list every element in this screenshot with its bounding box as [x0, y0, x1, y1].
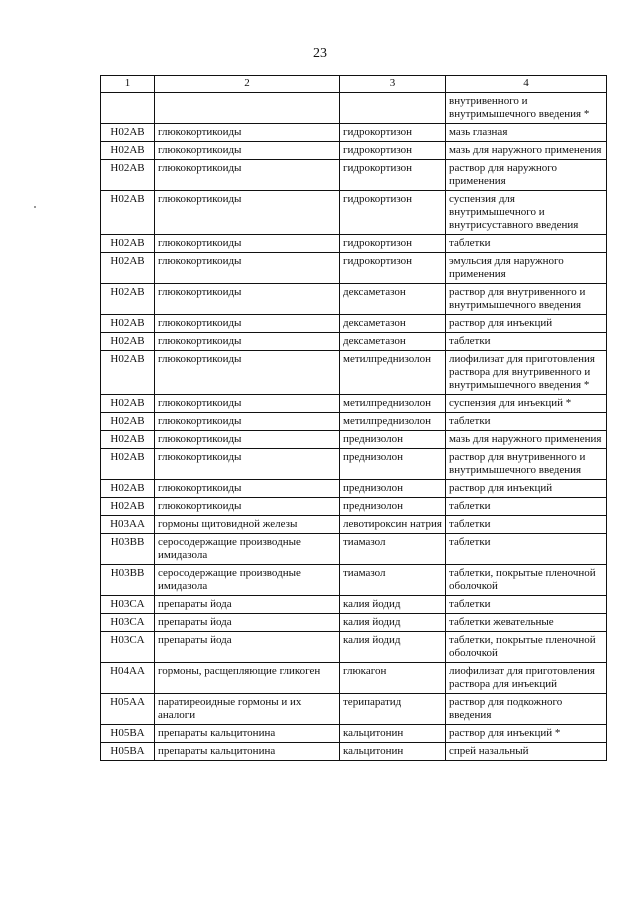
form-cell: таблетки	[446, 516, 607, 534]
form-cell: таблетки	[446, 413, 607, 431]
group-cell	[155, 93, 340, 124]
form-cell: раствор для инъекций	[446, 480, 607, 498]
form-cell: суспензия для внутримышечного и внутрисуставного введения	[446, 191, 607, 235]
drug-cell: тиамазол	[340, 565, 446, 596]
group-cell: глюкокортикоиды	[155, 480, 340, 498]
code-cell: H02AB	[101, 498, 155, 516]
drug-cell: калия йодид	[340, 632, 446, 663]
table-row	[101, 235, 607, 253]
table-row	[101, 614, 607, 632]
form-cell: раствор для инъекций	[446, 315, 607, 333]
table-row	[101, 395, 607, 413]
drug-cell: дексаметазон	[340, 315, 446, 333]
group-cell: глюкокортикоиды	[155, 333, 340, 351]
group-cell: глюкокортикоиды	[155, 142, 340, 160]
group-cell: препараты йода	[155, 596, 340, 614]
table-row	[101, 449, 607, 480]
table-row	[101, 124, 607, 142]
column-header: 3	[340, 76, 446, 93]
group-cell: глюкокортикоиды	[155, 395, 340, 413]
code-cell: H02AB	[101, 413, 155, 431]
drug-table	[100, 75, 607, 761]
form-cell: таблетки	[446, 498, 607, 516]
table-row	[101, 516, 607, 534]
group-cell: глюкокортикоиды	[155, 315, 340, 333]
drug-cell: калия йодид	[340, 614, 446, 632]
drug-cell: дексаметазон	[340, 333, 446, 351]
page-number: 23	[313, 46, 327, 61]
code-cell: H02AB	[101, 253, 155, 284]
group-cell: глюкокортикоиды	[155, 235, 340, 253]
drug-cell: гидрокортизон	[340, 235, 446, 253]
code-cell: H02AB	[101, 284, 155, 315]
form-cell: мазь для наружного применения	[446, 431, 607, 449]
group-cell: глюкокортикоиды	[155, 191, 340, 235]
form-cell: лиофилизат для приготовления раствора для инъекций	[446, 663, 607, 694]
group-cell: глюкокортикоиды	[155, 124, 340, 142]
group-cell: глюкокортикоиды	[155, 253, 340, 284]
group-cell: глюкокортикоиды	[155, 431, 340, 449]
drug-cell: тиамазол	[340, 534, 446, 565]
table-row	[101, 333, 607, 351]
group-cell: глюкокортикоиды	[155, 351, 340, 395]
form-cell: таблетки	[446, 333, 607, 351]
table-row	[101, 694, 607, 725]
form-cell: таблетки, покрытые пленочной оболочкой	[446, 632, 607, 663]
drug-cell: преднизолон	[340, 498, 446, 516]
code-cell: H02AB	[101, 395, 155, 413]
drug-cell: терипаратид	[340, 694, 446, 725]
group-cell: серосодержащие производные имидазола	[155, 534, 340, 565]
table-row	[101, 253, 607, 284]
drug-cell: гидрокортизон	[340, 191, 446, 235]
table-row	[101, 596, 607, 614]
table-row	[101, 191, 607, 235]
form-cell: таблетки	[446, 235, 607, 253]
column-header: 1	[101, 76, 155, 93]
group-cell: глюкокортикоиды	[155, 160, 340, 191]
drug-cell: преднизолон	[340, 449, 446, 480]
table-row	[101, 743, 607, 761]
code-cell: H03CA	[101, 596, 155, 614]
group-cell: препараты йода	[155, 632, 340, 663]
code-cell: H03AA	[101, 516, 155, 534]
table-row	[101, 160, 607, 191]
drug-cell: глюкагон	[340, 663, 446, 694]
drug-cell: дексаметазон	[340, 284, 446, 315]
code-cell: H02AB	[101, 315, 155, 333]
form-cell: раствор для инъекций *	[446, 725, 607, 743]
table-header-row	[101, 76, 607, 93]
group-cell: паратиреоидные гормоны и их аналоги	[155, 694, 340, 725]
code-cell: H02AB	[101, 235, 155, 253]
table-row	[101, 413, 607, 431]
code-cell: H05BA	[101, 743, 155, 761]
drug-cell: калия йодид	[340, 596, 446, 614]
code-cell: H02AB	[101, 160, 155, 191]
drug-cell: метилпреднизолон	[340, 395, 446, 413]
form-cell: внутривенного и внутримышечного введения *	[446, 93, 607, 124]
form-cell: мазь для наружного применения	[446, 142, 607, 160]
code-cell: H02AB	[101, 124, 155, 142]
table-row	[101, 663, 607, 694]
table-row	[101, 142, 607, 160]
drug-cell: метилпреднизолон	[340, 351, 446, 395]
form-cell: таблетки, покрытые пленочной оболочкой	[446, 565, 607, 596]
form-cell: раствор для внутривенного и внутримышечного введения	[446, 284, 607, 315]
form-cell: таблетки	[446, 534, 607, 565]
code-cell: H02AB	[101, 333, 155, 351]
drug-cell: гидрокортизон	[340, 253, 446, 284]
code-cell: H05BA	[101, 725, 155, 743]
code-cell: H03CA	[101, 614, 155, 632]
form-cell: таблетки жевательные	[446, 614, 607, 632]
drug-cell: гидрокортизон	[340, 160, 446, 191]
table-row	[101, 498, 607, 516]
code-cell: H02AB	[101, 191, 155, 235]
drug-cell: гидрокортизон	[340, 124, 446, 142]
group-cell: препараты кальцитонина	[155, 743, 340, 761]
table-row	[101, 480, 607, 498]
form-cell: лиофилизат для приготовления раствора для внутривенного и внутримышечного введения *	[446, 351, 607, 395]
table-row	[101, 431, 607, 449]
group-cell: препараты кальцитонина	[155, 725, 340, 743]
group-cell: глюкокортикоиды	[155, 449, 340, 480]
code-cell: H02AB	[101, 142, 155, 160]
group-cell: гормоны щитовидной железы	[155, 516, 340, 534]
code-cell: H02AB	[101, 431, 155, 449]
code-cell: H03CA	[101, 632, 155, 663]
form-cell: суспензия для инъекций *	[446, 395, 607, 413]
table-row	[101, 351, 607, 395]
column-header: 2	[155, 76, 340, 93]
table-body	[101, 93, 607, 761]
form-cell: раствор для внутривенного и внутримышечного введения	[446, 449, 607, 480]
group-cell: серосодержащие производные имидазола	[155, 565, 340, 596]
code-cell: H03BB	[101, 534, 155, 565]
drug-cell: преднизолон	[340, 431, 446, 449]
table-row	[101, 565, 607, 596]
code-cell	[101, 93, 155, 124]
code-cell: H02AB	[101, 351, 155, 395]
form-cell: раствор для подкожного введения	[446, 694, 607, 725]
code-cell: H03BB	[101, 565, 155, 596]
drug-cell: преднизолон	[340, 480, 446, 498]
table-row	[101, 284, 607, 315]
table-row	[101, 315, 607, 333]
drug-cell	[340, 93, 446, 124]
drug-cell: кальцитонин	[340, 725, 446, 743]
scan-speck	[34, 206, 36, 208]
code-cell: H05AA	[101, 694, 155, 725]
group-cell: глюкокортикоиды	[155, 413, 340, 431]
table-row	[101, 632, 607, 663]
table-row	[101, 534, 607, 565]
code-cell: H04AA	[101, 663, 155, 694]
form-cell: раствор для наружного применения	[446, 160, 607, 191]
table-row	[101, 725, 607, 743]
drug-cell: гидрокортизон	[340, 142, 446, 160]
group-cell: препараты йода	[155, 614, 340, 632]
drug-cell: левотироксин натрия	[340, 516, 446, 534]
table-row	[101, 93, 607, 124]
group-cell: глюкокортикоиды	[155, 498, 340, 516]
drug-cell: метилпреднизолон	[340, 413, 446, 431]
form-cell: мазь глазная	[446, 124, 607, 142]
drug-cell: кальцитонин	[340, 743, 446, 761]
form-cell: спрей назальный	[446, 743, 607, 761]
column-header: 4	[446, 76, 607, 93]
form-cell: таблетки	[446, 596, 607, 614]
group-cell: гормоны, расщепляющие гликоген	[155, 663, 340, 694]
group-cell: глюкокортикоиды	[155, 284, 340, 315]
code-cell: H02AB	[101, 449, 155, 480]
form-cell: эмульсия для наружного применения	[446, 253, 607, 284]
code-cell: H02AB	[101, 480, 155, 498]
